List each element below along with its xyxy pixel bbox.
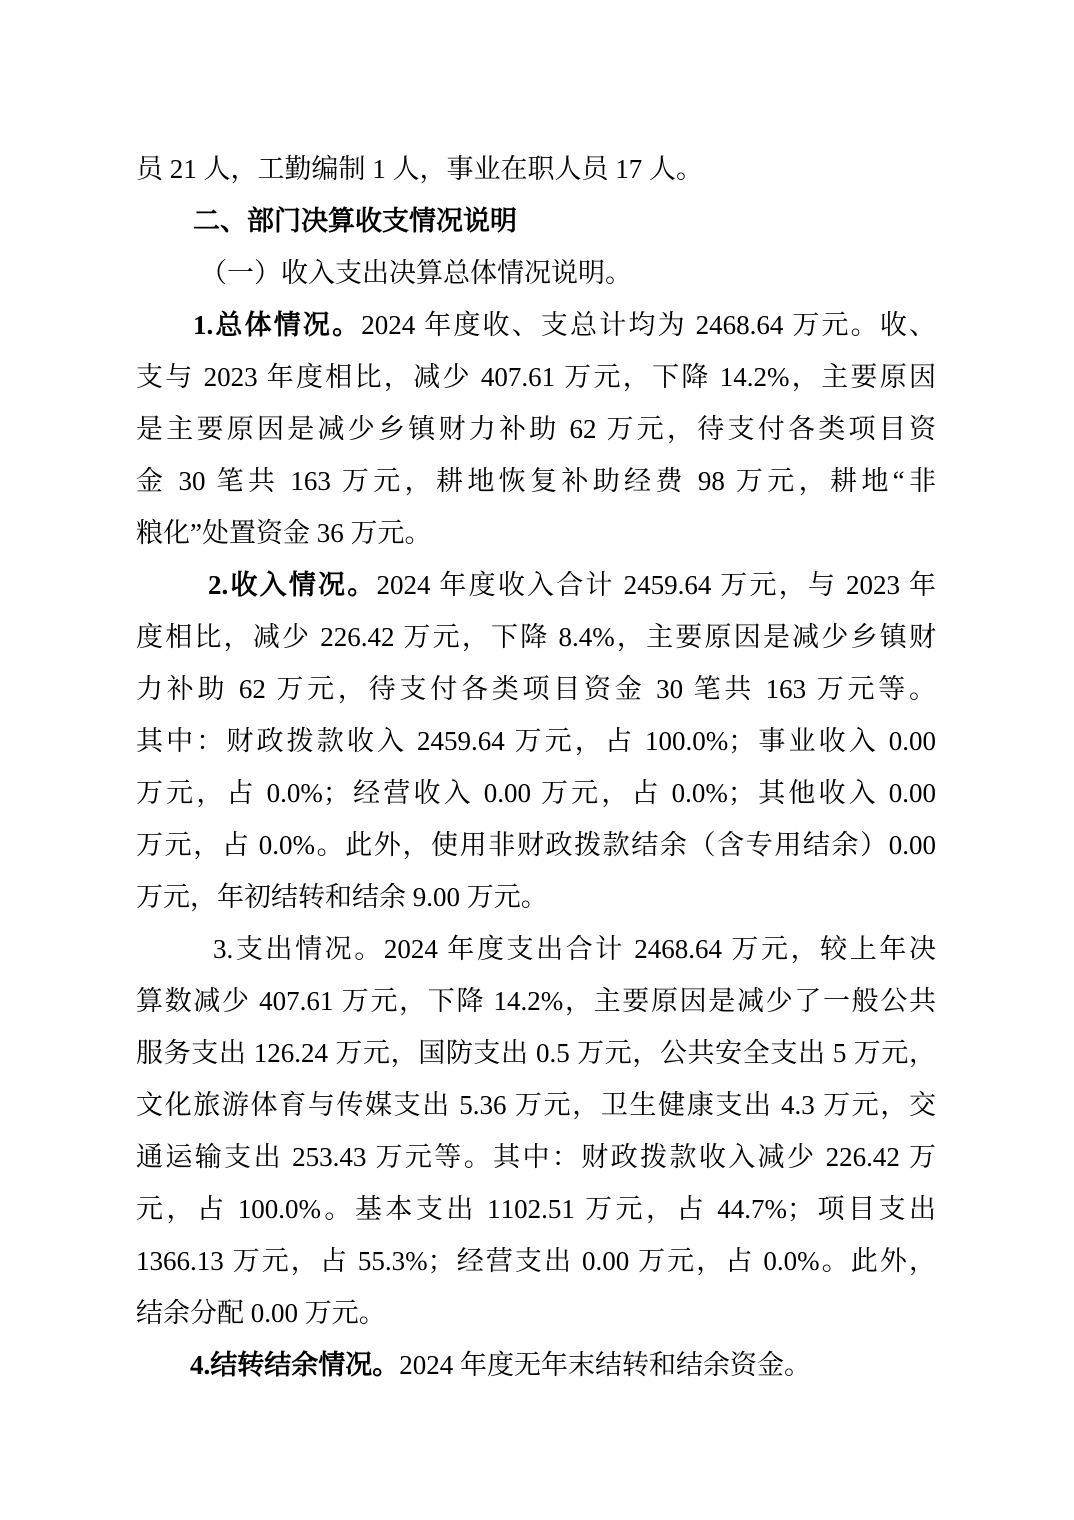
expenditure-para-line-5 [136, 1131, 936, 1183]
overview-para-text-1: 2024 年度收、支总计均为 2468.64 万元。收、 [361, 310, 936, 340]
income-para-text-3: 力补助 62 万元，待支付各类项目资金 30 笔共 163 万元等。 [136, 674, 936, 704]
expenditure-para-line-2 [136, 975, 936, 1027]
income-para-line-2 [136, 611, 936, 663]
expenditure-para-text-1: 3.支出情况。2024 年度支出合计 2468.64 万元，较上年决 [213, 934, 936, 964]
income-para-line-4 [136, 715, 936, 767]
income-para-line-6 [136, 819, 936, 871]
overview-para-text-3: 是主要原因是减少乡镇财力补助 62 万元，待支付各类项目资 [136, 414, 936, 444]
income-para-line-7 [136, 871, 936, 923]
expenditure-para-line-8 [136, 1287, 936, 1339]
expenditure-para-line-3 [136, 1027, 936, 1079]
expenditure-para-line-7 [136, 1235, 936, 1287]
expenditure-para-line-6 [136, 1183, 936, 1235]
expenditure-para-line-4 [136, 1079, 936, 1131]
overview-para-line-1 [136, 299, 936, 351]
income-para-text-7: 万元，年初结转和结余 9.00 万元。 [136, 882, 548, 912]
income-para-lead: 2.收入情况。 [208, 570, 377, 600]
expenditure-para-text-5: 通运输支出 253.43 万元等。其中：财政拨款收入减少 226.42 万 [136, 1142, 936, 1172]
carryforward-para-text: 2024 年度无年末结转和结余资金。 [399, 1350, 811, 1380]
income-para-line-3 [136, 663, 936, 715]
expenditure-para-text-8: 结余分配 0.00 万元。 [136, 1298, 386, 1328]
expenditure-para-line-1 [136, 923, 936, 975]
overview-para-text-5: 粮化”处置资金 36 万元。 [136, 518, 432, 548]
income-para-text-5: 万元，占 0.0%；经营收入 0.00 万元，占 0.0%；其他收入 0.00 [136, 778, 936, 808]
prior-paragraph-tail-line [136, 143, 936, 195]
prior-paragraph-tail-text: 员 21 人，工勤编制 1 人，事业在职人员 17 人。 [136, 154, 703, 184]
carryforward-para-lead: 4.结转结余情况。 [190, 1350, 400, 1380]
overview-para-line-3 [136, 403, 936, 455]
income-para-text-6: 万元，占 0.0%。此外，使用非财政拨款结余（含专用结余）0.00 [136, 830, 936, 860]
section-heading [136, 195, 936, 247]
carryforward-para-line [136, 1339, 936, 1391]
income-para-text-4: 其中：财政拨款收入 2459.64 万元，占 100.0%；事业收入 0.00 [136, 726, 936, 756]
expenditure-para-text-2: 算数减少 407.61 万元，下降 14.2%，主要原因是减少了一般公共 [136, 986, 936, 1016]
expenditure-para-text-7: 1366.13 万元，占 55.3%；经营支出 0.00 万元，占 0.0%。此外， [136, 1246, 936, 1276]
overview-para-text-4: 金 30 笔共 163 万元，耕地恢复补助经费 98 万元，耕地“非 [136, 466, 936, 496]
income-para-text-2: 度相比，减少 226.42 万元，下降 8.4%，主要原因是减少乡镇财 [136, 622, 936, 652]
overview-para-line-4 [136, 455, 936, 507]
expenditure-para-text-4: 文化旅游体育与传媒支出 5.36 万元，卫生健康支出 4.3 万元，交 [136, 1090, 936, 1120]
expenditure-para-text-6: 元，占 100.0%。基本支出 1102.51 万元，占 44.7%；项目支出 [136, 1194, 936, 1224]
subsection-heading [136, 247, 936, 299]
income-para-line-5 [136, 767, 936, 819]
expenditure-para-text-3: 服务支出 126.24 万元，国防支出 0.5 万元，公共安全支出 5 万元， [136, 1038, 936, 1068]
overview-para-text-2: 支与 2023 年度相比，减少 407.61 万元，下降 14.2%，主要原因 [136, 362, 936, 392]
subsection-heading-text: （一）收入支出决算总体情况说明。 [200, 258, 632, 288]
income-para-text-1: 2024 年度收入合计 2459.64 万元，与 2023 年 [376, 570, 936, 600]
section-heading-text: 二、部门决算收支情况说明 [193, 206, 517, 236]
overview-para-line-5 [136, 507, 936, 559]
document-content [136, 143, 936, 1391]
overview-para-line-2 [136, 351, 936, 403]
income-para-line-1 [136, 559, 936, 611]
overview-para-lead: 1.总体情况。 [193, 310, 362, 340]
